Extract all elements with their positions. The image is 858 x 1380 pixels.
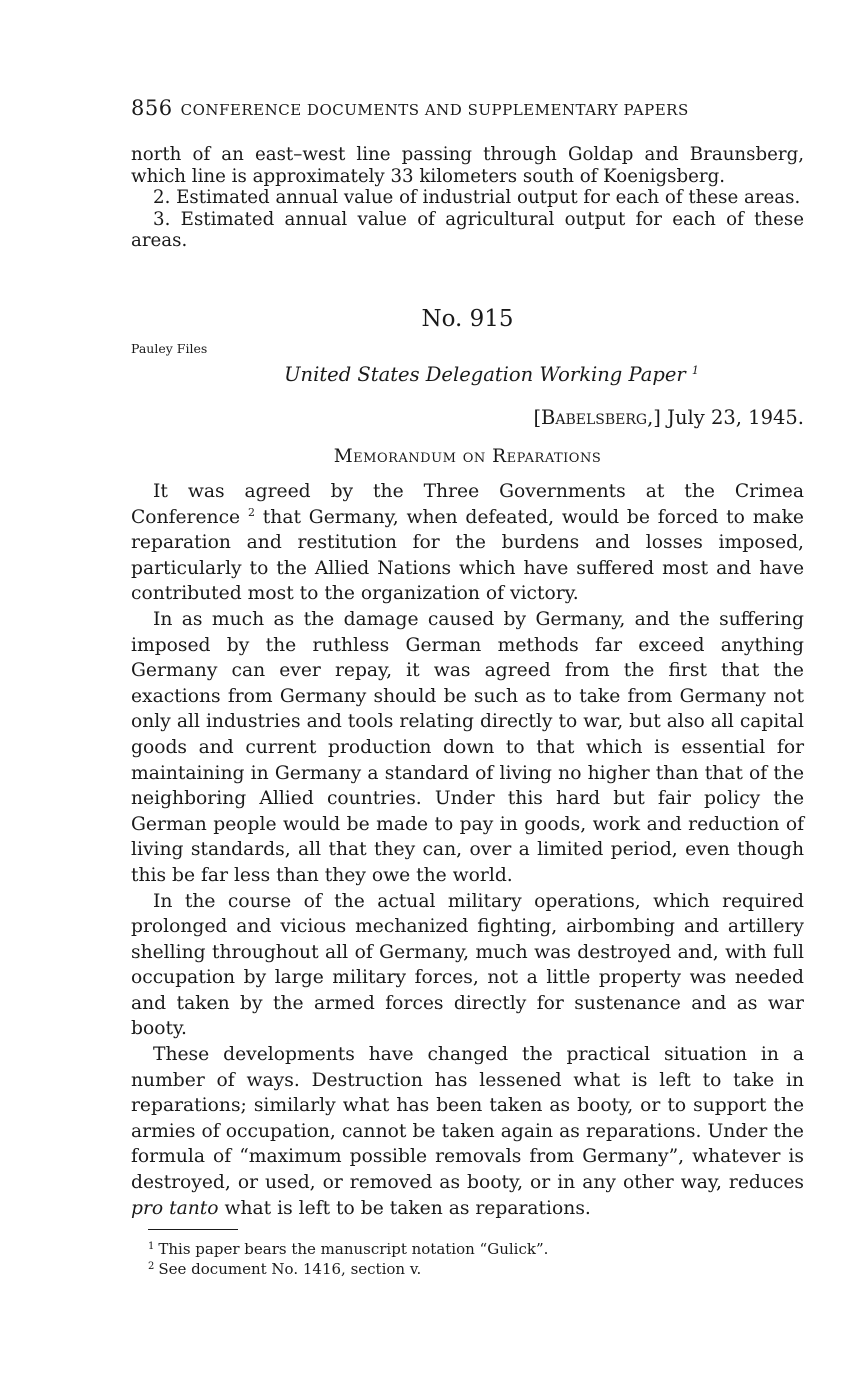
footnotes [148,1238,804,1278]
intro-item-3: 3. Estimated annual value of agricultural output for each of these areas. [131,208,804,251]
document-number: No. 915 [421,306,514,332]
paragraph-1-a: It was agreed by the Three Governments at the Crimea Conference [131,481,804,528]
footnote-1-mark: 1 [148,1241,155,1252]
intro-continuation: north of an east–west line passing through Goldap and Braunsberg, which line is approximately 33 kilometers south of Koenigsberg. [131,144,804,187]
footnote-rule [148,1229,238,1230]
footnote-ref-2: 2 [247,505,255,519]
paragraph-1 [131,479,804,607]
dateline-date: July 23, 1945. [667,406,804,429]
memo-body [131,479,804,1221]
page-number: 856 [131,96,173,120]
paragraph-4-a: These developments have changed the practical situation in a number of ways. Destruction has lessened what is left to take in reparations; similarly what has been taken as booty, or to support the armies of occupation, cannot be taken again as reparations. Under the formula of “maximum possible removals from Germany”, whatever is destroyed, or used, or removed as booty, or in any other way, reduces [131,1044,804,1194]
memo-title: Memorandum on Reparations [333,446,602,467]
paragraph-4 [131,1042,804,1221]
paragraph-4-b: what is left to be taken as reparations. [224,1197,591,1219]
paragraph-2: In as much as the damage caused by Germany, and the suffering imposed by the ruthless German methods far exceed anything Germany can ever repay, it was agreed from the first that the exactions from Germany should be such as to take from Germany not only all industries and tools relating directly to war, but also all capital goods and current production down to that which is essential for maintaining in Germany a standard of living no higher than that of the neighboring Allied countries. Under this hard but fair policy the German people would be made to pay in goods, work and reduction of living standards, all that they can, over a limited period, even though this be far less than they owe the world. [131,608,804,886]
footnote-1 [148,1238,804,1258]
dateline [131,406,804,429]
document-source: Pauley Files [131,341,208,356]
intro-text [131,144,804,252]
subtitle-text: United States Delegation Working Paper [284,363,686,386]
running-title: CONFERENCE DOCUMENTS AND SUPPLEMENTARY PAPERS [180,101,689,119]
document-subtitle [131,363,804,386]
paragraph-3: In the course of the actual military operations, which required prolonged and vicious mechanized fighting, airbombing and artillery shelling throughout all of Germany, much was destroyed and, with full occupation by large military forces, not a little property was needed and taken by the armed forces directly for sustenance and as war booty. [131,890,804,1040]
footnote-2 [148,1258,804,1278]
dateline-place: [Babelsberg,] [533,406,661,429]
paragraph-4-italic: pro tanto [131,1197,219,1219]
intro-item-2: 2. Estimated annual value of industrial output for each of these areas. [153,187,801,208]
paragraph-1-b: that Germany, when defeated, would be forced to make reparation and restitution for the burdens and losses imposed, particularly to the Allied Nations which have suffered most and have contributed most to the organization of victory. [131,506,804,605]
running-head [131,96,804,120]
footnote-2-mark: 2 [148,1261,155,1272]
footnote-ref-1: 1 [691,364,699,377]
footnote-1-text: This paper bears the manuscript notation “Gulick”. [158,1240,549,1258]
footnote-2-text: See document No. 1416, section v. [158,1260,422,1278]
